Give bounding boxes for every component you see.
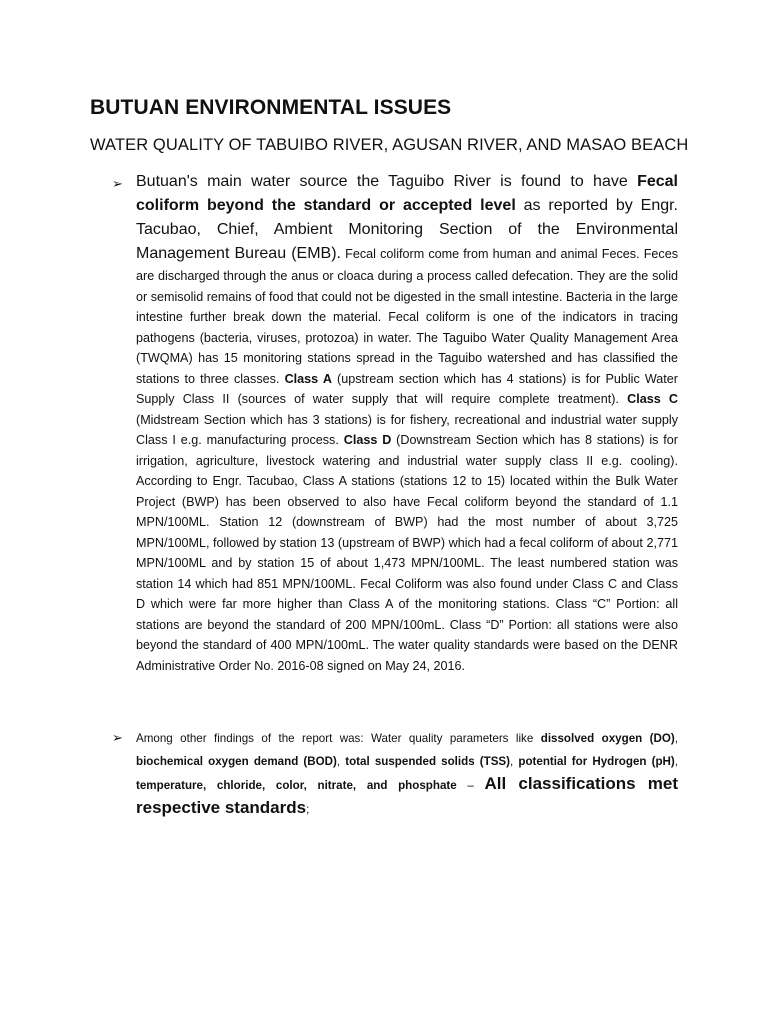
- separator: ,: [336, 755, 346, 768]
- page-subtitle: WATER QUALITY OF TABUIBO RIVER, AGUSAN RIVER, AND MASAO BEACH: [90, 136, 689, 154]
- param-tss: total suspended solids (TSS): [345, 755, 511, 768]
- separator: ,: [674, 755, 678, 768]
- class-d-text: (Downstream Section which has 8 stations) is for irrigation, agriculture, livestock watering and industrial water supply class II e.g. cooling). According to Engr. Tacubao, Class A stations (stations 12 to 15) located within the Bulk Water Project (BWP) has been observed to also have Fecal coliform beyond the standard of 1.1 MPN/100ML. Station 12 (downstream of BWP) had the most number of about 3,725 MPN/100ML, followed by station 13 (upstream of BWP) which had a fecal coliform of about 2,771 MPN/100ML and by station 15 of about 1,473 MPN/100ML. The least numbered station was station 14 which had 851 MPN/100ML. Fecal Coliform was also found under Class C and Class D which were far more higher than Class A of the monitoring stations. Class “C” Portion: all stations are beyond the standard of 200 MPN/100mL. Class “D” Portion: all stations were also beyond the standard of 400 MPN/100mL. The water quality standards were based on the DENR Administrative Order No. 2016-08 signed on May 24, 2016.: [136, 433, 678, 673]
- separator: –: [456, 779, 485, 792]
- class-c-text: (Midstream Section which has 3 stations) is for fishery, recreational and industrial water supply Class I e.g. manufacturing process.: [136, 412, 678, 447]
- p1-highlight: Fecal coliform beyond the standard or accepted level: [136, 173, 678, 214]
- class-a-text: (upstream section which has 4 stations) is for Public Water Supply Class II (sources of water supply that will require complete treatment).: [136, 371, 679, 406]
- paragraph-fecal-coliform: [136, 170, 678, 676]
- paragraph-other-findings: [136, 727, 678, 821]
- param-do: dissolved oxygen (DO): [540, 732, 675, 745]
- p2-intro: Among other findings of the report was: Water quality parameters like: [136, 732, 541, 745]
- arrow-bullet-icon: ➢: [112, 730, 123, 745]
- separator: ,: [674, 732, 678, 745]
- class-d-label: Class D: [343, 433, 392, 447]
- arrow-bullet-icon: ➢: [112, 176, 123, 191]
- page-title: BUTUAN ENVIRONMENTAL ISSUES: [90, 96, 452, 119]
- separator: ,: [510, 755, 519, 768]
- p1-intro: Butuan's main water source the Taguibo River is found to have: [136, 173, 638, 190]
- p2-conclusion: All classifications met respective standards: [136, 774, 678, 817]
- class-c-label: Class C: [627, 392, 678, 406]
- class-a-label: Class A: [284, 371, 332, 386]
- param-bod: biochemical oxygen demand (BOD): [136, 755, 337, 768]
- separator: ;: [306, 803, 310, 816]
- p1-source: as reported by Engr. Tacubao, Chief, Ambient Monitoring Section of the Environmental Management Bureau (EMB).: [136, 197, 679, 262]
- param-others: temperature, chloride, color, nitrate, and phosphate: [136, 779, 457, 792]
- param-ph: potential for Hydrogen (pH): [518, 755, 675, 768]
- p1-body: Fecal coliform come from human and animal Feces. Feces are discharged through the anus or cloaca during a process called defecation. They are the solid or semisolid remains of food that could not be digested in the small intestine. Bacteria in the large intestine further break down the material. Fecal coliform is one of the indicators in tracing pathogens (bacteria, viruses, protozoa) in water. The Taguibo Water Quality Management Area (TWQMA) has 15 monitoring stations spread in the Taguibo watershed and has classified the stations to three classes.: [136, 247, 679, 386]
